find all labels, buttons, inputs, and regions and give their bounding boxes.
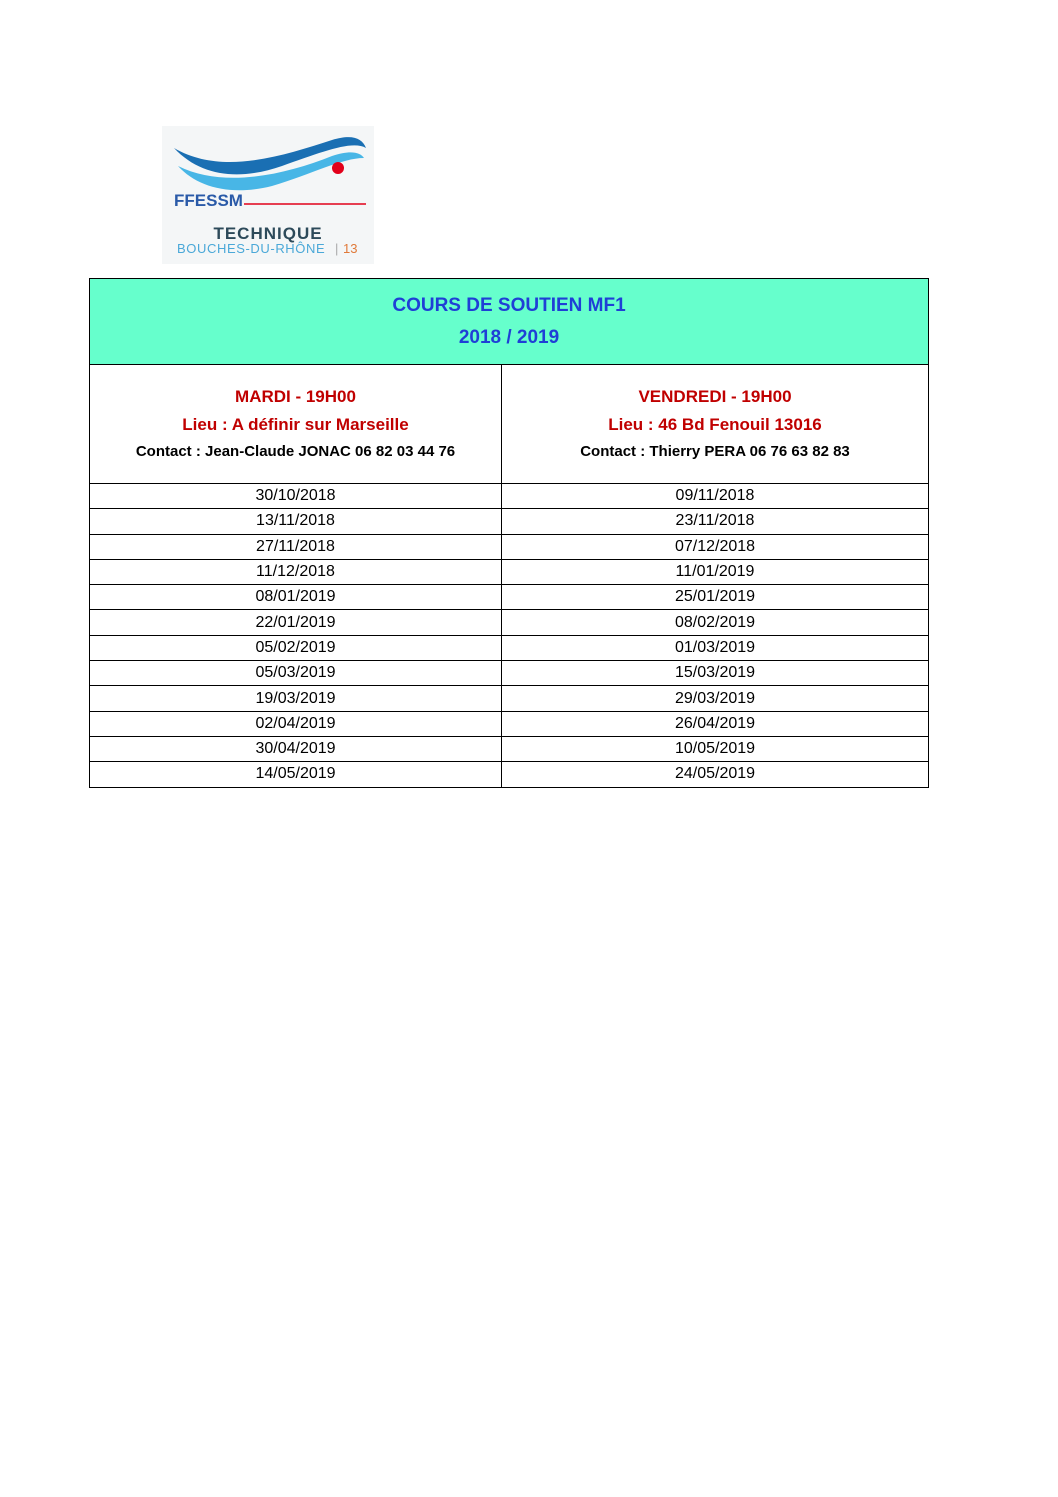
table-row bbox=[90, 610, 929, 635]
tuesday-place: Lieu : A définir sur Marseille bbox=[182, 415, 409, 434]
tuesday-contact: Contact : Jean-Claude JONAC 06 82 03 44 76 bbox=[135, 443, 456, 460]
friday-date-cell: 01/03/2019 bbox=[502, 635, 929, 660]
friday-date-cell: 11/01/2019 bbox=[502, 559, 929, 584]
tuesday-date-cell: 27/11/2018 bbox=[90, 534, 502, 559]
session-header-row bbox=[90, 365, 929, 484]
table-row bbox=[90, 509, 929, 534]
logo-line2-text: BOUCHES-DU-RHÔNE bbox=[177, 241, 326, 256]
table-row bbox=[90, 711, 929, 736]
table-row bbox=[90, 736, 929, 761]
page-subtitle: 2018 / 2019 bbox=[458, 326, 560, 348]
tuesday-header bbox=[90, 365, 502, 484]
schedule-body bbox=[90, 279, 929, 788]
friday-date-cell: 25/01/2019 bbox=[502, 585, 929, 610]
tuesday-date-cell: 30/04/2019 bbox=[90, 736, 502, 761]
friday-day: VENDREDI - 19H00 bbox=[638, 387, 792, 406]
friday-date-cell: 15/03/2019 bbox=[502, 661, 929, 686]
table-row bbox=[90, 762, 929, 787]
table-row bbox=[90, 559, 929, 584]
friday-header bbox=[502, 365, 929, 484]
friday-date-cell: 23/11/2018 bbox=[502, 509, 929, 534]
title-cell bbox=[90, 279, 929, 365]
tuesday-date-cell: 22/01/2019 bbox=[90, 610, 502, 635]
friday-date-cell: 08/02/2019 bbox=[502, 610, 929, 635]
tuesday-date-cell: 05/03/2019 bbox=[90, 661, 502, 686]
friday-place: Lieu : 46 Bd Fenouil 13016 bbox=[608, 415, 822, 434]
tuesday-date-cell: 11/12/2018 bbox=[90, 559, 502, 584]
friday-date-cell: 07/12/2018 bbox=[502, 534, 929, 559]
logo-separator: | bbox=[335, 241, 339, 256]
friday-date-cell: 24/05/2019 bbox=[502, 762, 929, 787]
logo-line1-text: TECHNIQUE bbox=[213, 224, 323, 243]
friday-date-cell: 10/05/2019 bbox=[502, 736, 929, 761]
logo-brand-text: FFESSM bbox=[174, 191, 243, 210]
table-row bbox=[90, 484, 929, 509]
table-row bbox=[90, 534, 929, 559]
table-row bbox=[90, 635, 929, 660]
schedule-table bbox=[89, 278, 929, 788]
friday-contact: Contact : Thierry PERA 06 76 63 82 83 bbox=[580, 443, 850, 460]
red-dot-icon bbox=[332, 162, 344, 174]
logo-number-text: 13 bbox=[343, 241, 358, 256]
table-row bbox=[90, 661, 929, 686]
page-title: COURS DE SOUTIEN MF1 bbox=[392, 294, 626, 316]
title-row bbox=[90, 279, 929, 365]
tuesday-date-cell: 02/04/2019 bbox=[90, 711, 502, 736]
tuesday-date-cell: 13/11/2018 bbox=[90, 509, 502, 534]
friday-date-cell: 09/11/2018 bbox=[502, 484, 929, 509]
tuesday-date-cell: 05/02/2019 bbox=[90, 635, 502, 660]
friday-date-cell: 26/04/2019 bbox=[502, 711, 929, 736]
tuesday-date-cell: 08/01/2019 bbox=[90, 585, 502, 610]
tuesday-date-cell: 14/05/2019 bbox=[90, 762, 502, 787]
logo-graphic bbox=[162, 126, 374, 264]
tuesday-date-cell: 30/10/2018 bbox=[90, 484, 502, 509]
table-row bbox=[90, 686, 929, 711]
tuesday-day: MARDI - 19H00 bbox=[235, 387, 356, 406]
friday-date-cell: 29/03/2019 bbox=[502, 686, 929, 711]
ffessm-logo bbox=[162, 126, 374, 264]
tuesday-date-cell: 19/03/2019 bbox=[90, 686, 502, 711]
table-row bbox=[90, 585, 929, 610]
